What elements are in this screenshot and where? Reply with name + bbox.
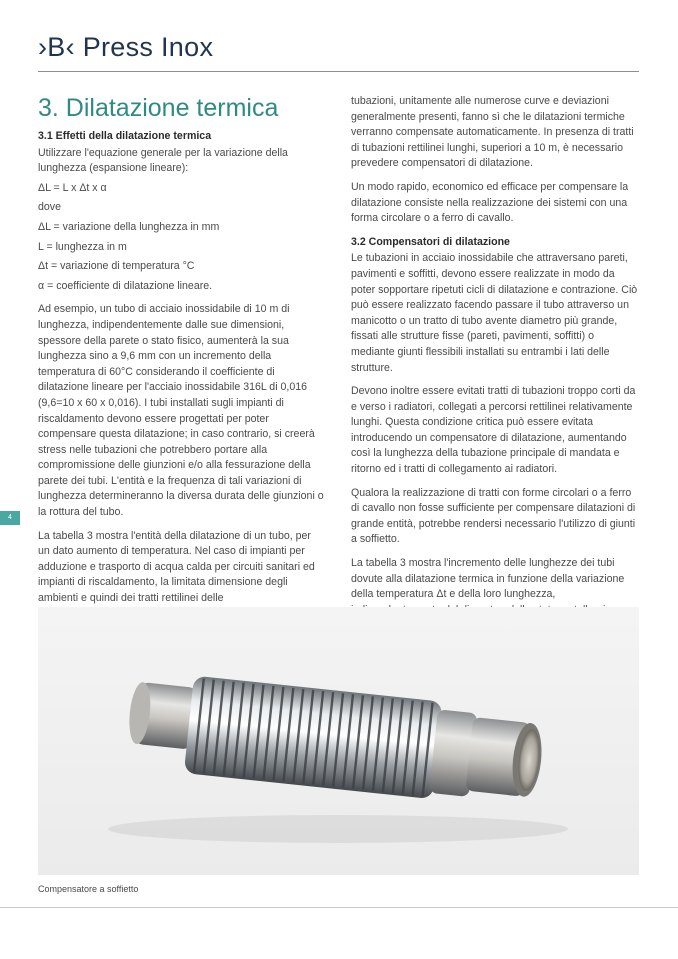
header-divider [38, 71, 639, 72]
formula: ΔL = L x Δt x α [38, 181, 107, 194]
left-column [38, 93, 325, 615]
dove-label: dove [38, 201, 61, 214]
definition-delta-t: Δt = variazione di temperatura °C [38, 260, 195, 273]
definition-l: L = lunghezza in m [38, 240, 127, 253]
bellows-compensator-photo [38, 607, 639, 875]
definition-alpha: α = coefficiente di dilatazione lineare. [38, 279, 213, 292]
subsection-title-3-2: 3.2 Compensatori di dilatazione [351, 235, 510, 248]
table-3-paragraph: La tabella 3 mostra l'incremento delle lunghezze dei tubi dovute alla dilatazione termica in funzione della variazione della temperatura Δt e della loro lunghezza, [351, 557, 625, 601]
page-number-tab: 4 [0, 511, 20, 525]
intro-paragraph: Utilizzare l'equazione generale per la variazione della lunghezza (espansione lineare): [38, 146, 288, 175]
bellows-paragraph: Qualora la realizzazione di tratti con forme circolari o a ferro di cavallo non fosse sufficiente per compensare dilatazioni di grande entità, potrebbe rendersi necessario l'utilizzo di giunti a soffietto. [351, 486, 636, 546]
short-sections-paragraph: Devono inoltre essere evitati tratti di tubazioni troppo corti da e verso i radiatori, collegati a percorsi rettilinei relativamente lunghi. Questa condizione critica può essere evitata introducendo un compensatore di dilatazione, aumentando così la lunghezza della tubazione principale di mandata e ritorno ed i tratti di collegamento ai radiatori. [351, 385, 636, 476]
continuation-paragraph: tubazioni, unitamente alle numerose curve e deviazioni generalmente presenti, fanno sì che le dilatazioni termiche verranno compensate automaticamente. In presenza di tratti di tubazioni rettilinei lunghi, superiori a 10 m, è necessario prevedere compensatori di dilatazione. [351, 95, 634, 170]
footer-divider [0, 907, 678, 908]
compensators-paragraph: Le tubazioni in acciaio inossidabile che attraversano pareti, pavimenti e soffitti, devono essere realizzate in modo da poter sopportare ripetuti cicli di dilatazione e contrazione. Ciò può essere realizzato facendo passare il tubo attraverso un manicotto o un tratto di tubo avente diametro più grande, fissati alle strutture fisse (pareti, pavimenti, soffitti) o mediante giunti flessibili installati su entrambi i lati delle strutture. [351, 252, 638, 374]
photo-caption: Compensatore a soffietto [38, 884, 139, 894]
brand-title: ›B‹ Press Inox [38, 32, 214, 62]
right-column [351, 94, 638, 642]
section-title: 3. Dilatazione termica [38, 94, 279, 122]
example-paragraph: Ad esempio, un tubo di acciaio inossidabile di 10 m di lunghezza, indipendentemente dalle sue dimensioni, spessore della parete o stato fisico, aumenterà la sua lunghezza sino a 9,6 mm con un incremento della temperatura di 60°C considerando il coefficiente di dilatazione lineare per l'acciaio inossidabile 316L di 0,016 (9,6=10 x 60 x 0,016). I tubi installati sugli impianti di riscaldamento devono essere progettati per poter compensare questa dilatazione; in caso contrario, si creerà stress nelle tubazioni che potrebbero portare alla compromissione delle giunzioni e/o alla fessurazione della parete dei tubi. L'entità e la frequenza di tali variazioni di lunghezza determineranno la diversa durata delle giunzioni o la rottura del tubo. [38, 303, 324, 519]
bellows-illustration [38, 607, 639, 875]
subsection-title-3-1: 3.1 Effetti della dilatazione termica [38, 130, 212, 142]
definition-delta-l: ΔL = variazione della lunghezza in mm [38, 220, 220, 233]
quick-method-paragraph: Un modo rapido, economico ed efficace per compensare la dilatazione consiste nella realizzazione dei sistemi con una forma circolare o a ferro di cavallo. [351, 180, 629, 225]
table-reference-paragraph: La tabella 3 mostra l'entità della dilatazione di un tubo, per un dato aumento di temperatura. Nel caso di impianti per adduzione e trasporto di acqua calda per circuiti sanitari ed impianti di riscaldamento, la limitata dimensione degli ambienti e quindi dei tratti rettilinei delle [38, 529, 315, 605]
